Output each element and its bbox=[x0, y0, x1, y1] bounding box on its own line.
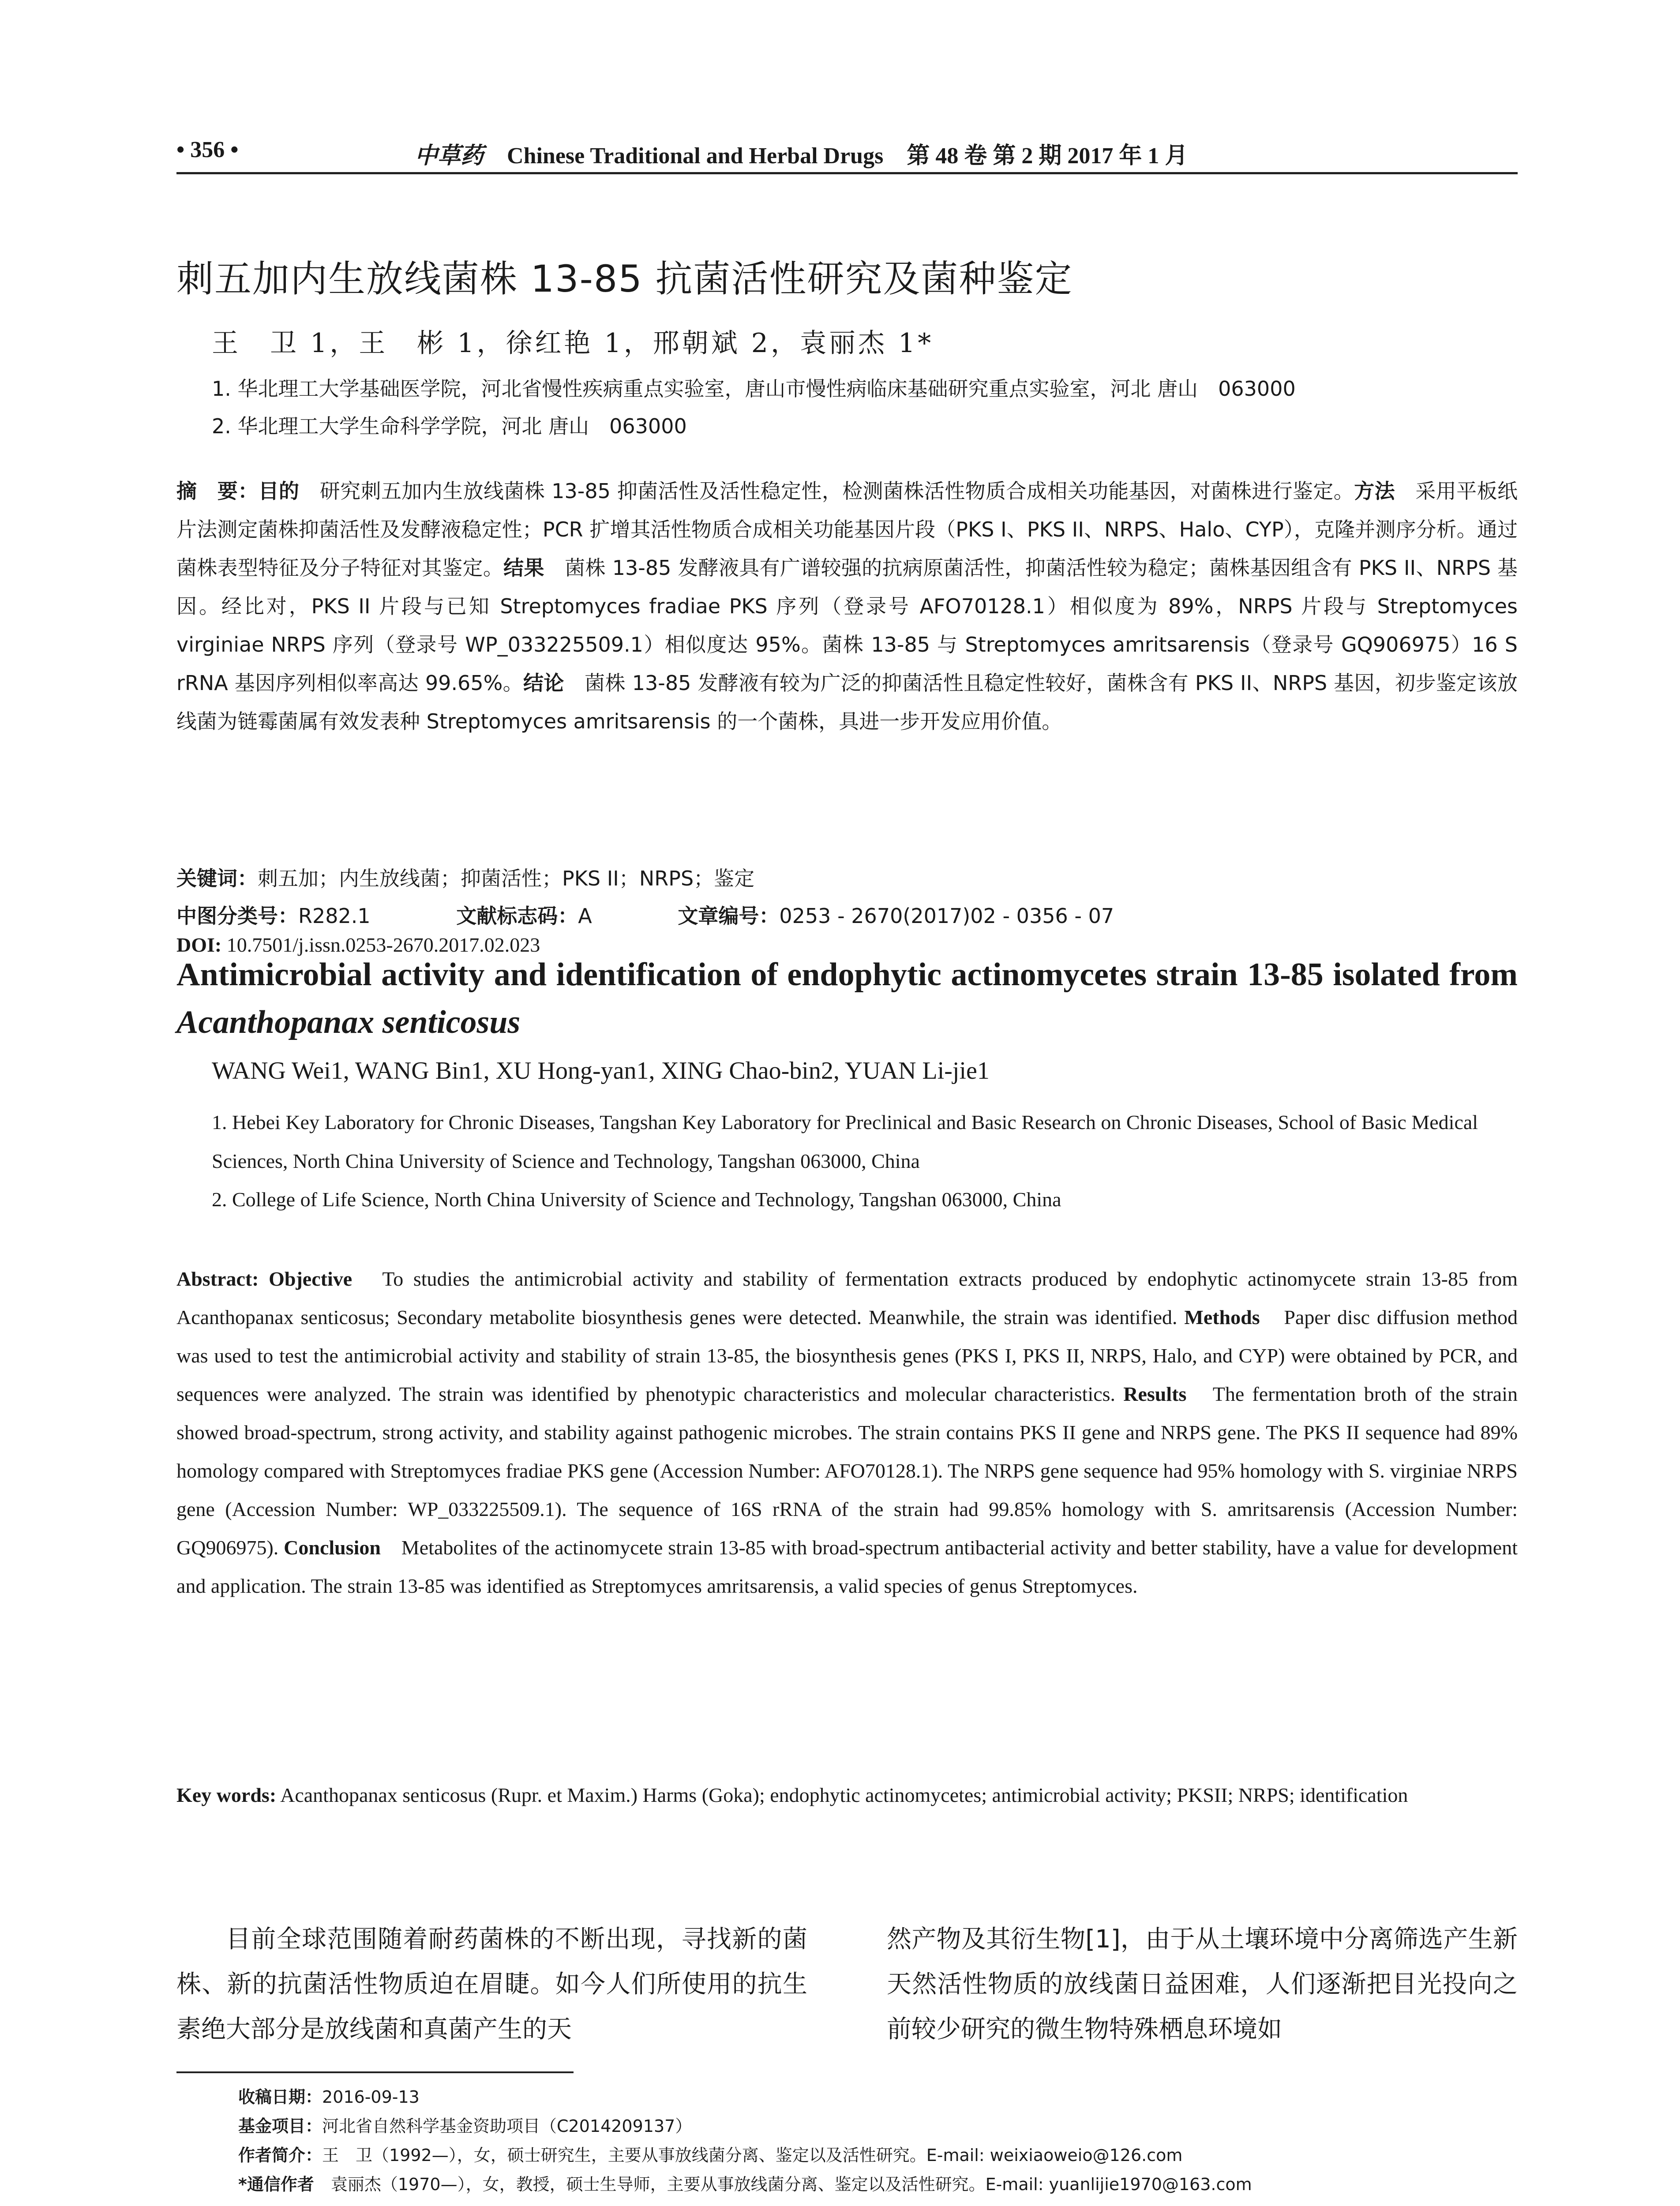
title-english bbox=[176, 951, 1518, 1046]
keywords-en-label: Key words: bbox=[176, 1784, 277, 1806]
results-en-label: Results bbox=[1123, 1383, 1187, 1405]
authors-chinese: 王 卫 1，王 彬 1，徐红艳 1，邢朝斌 2，袁丽杰 1* bbox=[212, 328, 934, 359]
methods-text: 采用平板纸片法测定菌株抑菌活性及发酵液稳定性；PCR 扩增其活性物质合成相关功能基因片段（PKS I、PKS II、NRPS、Halo、CYP），克隆并测序分析。通过菌株表型特征及分子特征对其鉴定。 bbox=[176, 479, 1518, 580]
title-chinese: 刺五加内生放线菌株 13-85 抗菌活性研究及菌种鉴定 bbox=[176, 257, 1073, 300]
doc-code-label: 文献标志码： bbox=[456, 904, 578, 928]
body-column-left: 目前全球范围随着耐药菌株的不断出现，寻找新的菌株、新的抗菌活性物质迫在眉睫。如今人们所使用的抗生素绝大部分是放线菌和真菌产生的天 bbox=[176, 1925, 807, 2044]
keywords-label: 关键词： bbox=[176, 867, 258, 890]
footnote-received bbox=[238, 2082, 1252, 2112]
footnote-divider bbox=[176, 2071, 574, 2073]
affiliation-en-1: 1. Hebei Key Laboratory for Chronic Diseases, Tangshan Key Laboratory for Preclinical and Basic Research on Chronic Diseases, School of Basic Medical Sciences, North China University of Science and Technology, Tangshan 063000, China bbox=[212, 1111, 1478, 1172]
keywords-english bbox=[176, 1776, 1518, 1814]
objective-text: 研究刺五加内生放线菌株 13-85 抑菌活性及活性稳定性，检测菌株活性物质合成相关功能基因，对菌株进行鉴定。 bbox=[299, 479, 1354, 503]
journal-page bbox=[176, 132, 1518, 2194]
footnote-label: 收稿日期： bbox=[238, 2087, 322, 2107]
conclusion-en-label: Conclusion bbox=[284, 1536, 381, 1559]
affiliation-cn-1: 1. 华北理工大学基础医学院，河北省慢性疾病重点实验室，唐山市慢性病临床基础研究重点实验室，河北 唐山 063000 bbox=[212, 377, 1296, 401]
doi-label: DOI: bbox=[176, 934, 222, 956]
footnote-label: *通信作者 bbox=[238, 2175, 314, 2194]
affiliation-en-2: 2. College of Life Science, North China University of Science and Technology, Tangshan 063000, China bbox=[212, 1188, 1061, 1211]
title-en-main: Antimicrobial activity and identification of endophytic actinomycetes strain 13-85 isolated from bbox=[176, 957, 1518, 993]
article-number-label: 文章编号： bbox=[678, 904, 780, 928]
abstract-label: 摘 要： bbox=[176, 479, 259, 503]
footnote-text: 王 卫（1992—），女，硕士研究生，主要从事放线菌分离、鉴定以及活性研究。E-mail: weixiaoweio@126.com bbox=[322, 2146, 1183, 2165]
page-number: • 356 • bbox=[176, 137, 239, 162]
footnote-text: 袁丽杰（1970—），女，教授，硕士生导师，主要从事放线菌分离、鉴定以及活性研究。E-mail: yuanlijie1970@163.com bbox=[314, 2175, 1252, 2194]
doc-code-value: A bbox=[578, 904, 592, 928]
footnote-label: 基金项目： bbox=[238, 2116, 322, 2136]
journal-header bbox=[415, 137, 1188, 170]
classification-line bbox=[176, 900, 1114, 929]
article-number-value: 0253 - 2670(2017)02 - 0356 - 07 bbox=[779, 904, 1114, 928]
keywords-text: 刺五加；内生放线菌；抑菌活性；PKS II；NRPS；鉴定 bbox=[258, 867, 755, 890]
footnote-text: 2016-09-13 bbox=[322, 2087, 420, 2107]
methods-label: 方法 bbox=[1354, 479, 1395, 503]
conclusion-label: 结论 bbox=[523, 671, 564, 695]
objective-label: 目的 bbox=[258, 479, 300, 503]
results-text: 菌株 13-85 发酵液具有广谱较强的抗病原菌活性，抑菌活性较为稳定；菌株基因组含有 PKS II、NRPS 基因。经比对，PKS II 片段与已知 Streptomyces fradiae PKS 序列（登录号 AFO70128.1）相似度为 89%，NRPS 片段与 Streptomyces virginiae NRPS 序列（登录号 WP_033225509.1）相似度达 95%。菌株 13-85 与 Streptomyces amritsarensis（登录号 GQ906975）16 S rRNA 基因序列相似率高达 99.65%。 bbox=[176, 556, 1518, 695]
keywords-chinese bbox=[176, 863, 754, 892]
objective-en-text: To studies the antimicrobial activity and stability of fermentation extracts produced by endophytic actinomycete strain 13-85 from Acanthopanax senticosus; Secondary metabolite biosynthesis genes were detected. Meanwhile, the strain was identified. bbox=[176, 1268, 1518, 1328]
authors-english: WANG Wei1, WANG Bin1, XU Hong-yan1, XING Chao-bin2, YUAN Li-jie1 bbox=[212, 1057, 990, 1084]
conclusion-en-text: Metabolites of the actinomycete strain 13-85 with broad-spectrum antibacterial activity and better stability, have a value for development and application. The strain 13-85 was identified as Streptomyces amritsarensis, a valid species of genus Streptomyces. bbox=[176, 1536, 1518, 1597]
methods-en-text: Paper disc diffusion method was used to test the antimicrobial activity and stability of strain 13-85, the biosynthesis genes (PKS I, PKS II, NRPS, Halo, and CYP) were obtained by PCR, and sequences were analyzed. The strain was identified by phenotypic characteristics and molecular characteristics. bbox=[176, 1306, 1518, 1405]
results-label: 结果 bbox=[503, 556, 544, 580]
running-header bbox=[176, 132, 1518, 174]
abstract-english bbox=[176, 1260, 1518, 1605]
footnotes bbox=[238, 2082, 1252, 2199]
keywords-en-text: Acanthopanax senticosus (Rupr. et Maxim.) Harms (Goka); endophytic actinomycetes; antimicrobial activity; PKSII; NRPS; identification bbox=[280, 1784, 1408, 1806]
abstract-chinese bbox=[176, 472, 1518, 741]
journal-issue: 第 48 卷 第 2 期 2017 年 1 月 bbox=[907, 143, 1188, 169]
footnote-funding bbox=[238, 2112, 1252, 2141]
affiliation-cn-2: 2. 华北理工大学生命科学学院，河北 唐山 063000 bbox=[212, 414, 687, 438]
abstract-en-label: Abstract: Objective bbox=[176, 1268, 352, 1290]
footnote-author bbox=[238, 2141, 1252, 2170]
title-en-species: Acanthopanax senticosus bbox=[176, 1004, 521, 1040]
results-en-text: The fermentation broth of the strain showed broad-spectrum, strong activity, and stability against pathogenic microbes. The strain contains PKS II gene and NRPS gene. The PKS II sequence had 89% homology compared with Streptomyces fradiae PKS gene (Accession Number: AFO70128.1). The NRPS gene sequence had 95% homology with S. virginiae NRPS gene (Accession Number: WP_033225509.1). The sequence of 16S rRNA of the strain had 99.85% homology with S. amritsarensis (Accession Number: GQ906975). bbox=[176, 1383, 1518, 1559]
clc-value: R282.1 bbox=[298, 904, 371, 928]
body-column-right: 然产物及其衍生物[1]，由于从土壤环境中分离筛选产生新天然活性物质的放线菌日益困难，人们逐渐把目光投向之前较少研究的微生物特殊栖息环境如 bbox=[887, 1925, 1518, 2044]
conclusion-text: 菌株 13-85 发酵液有较为广泛的抑菌活性且稳定性较好，菌株含有 PKS II、NRPS 基因，初步鉴定该放线菌为链霉菌属有效发表种 Streptomyces amritsarensis 的一个菌株，具进一步开发应用价值。 bbox=[176, 671, 1518, 733]
footnote-text: 河北省自然科学基金资助项目（C2014209137） bbox=[322, 2116, 692, 2136]
journal-logo: 中草药 bbox=[415, 143, 484, 169]
footnote-label: 作者简介： bbox=[238, 2146, 322, 2165]
methods-en-label: Methods bbox=[1184, 1306, 1260, 1328]
footnote-corresponding bbox=[238, 2170, 1252, 2199]
doi-value[interactable]: 10.7501/j.issn.0253-2670.2017.02.023 bbox=[226, 934, 540, 956]
journal-name: Chinese Traditional and Herbal Drugs bbox=[507, 143, 884, 169]
clc-label: 中图分类号： bbox=[176, 904, 298, 928]
